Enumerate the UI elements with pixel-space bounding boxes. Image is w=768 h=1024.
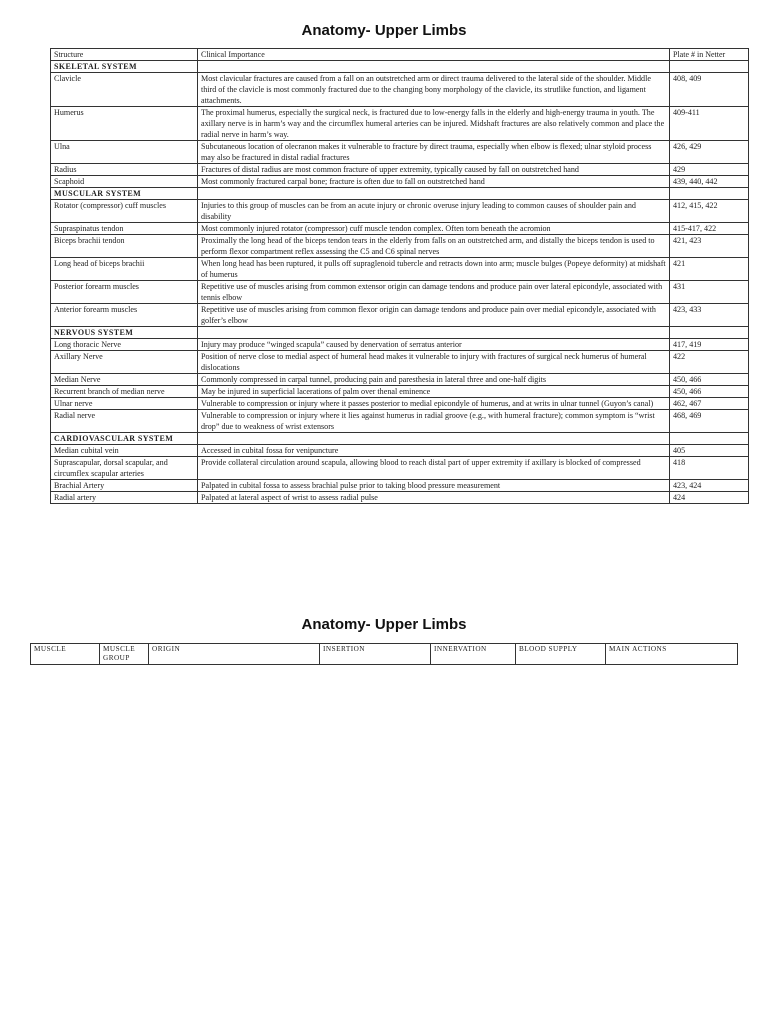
cell-clinical-importance: Position of nerve close to medial aspect of humeral head makes it vulnerable to injury with fractures of surgical neck humerus of humeral dislocations <box>198 351 670 374</box>
table-row <box>51 374 749 386</box>
header-origin: ORIGIN <box>149 644 320 665</box>
cell-clinical-importance: Subcutaneous location of olecranon makes it vulnerable to fracture by direct trauma, especially when elbow is flexed; ulnar styloid process may also be fractured in distal radial fractures <box>198 141 670 164</box>
header-main-actions: MAIN ACTIONS <box>606 644 738 665</box>
cell-clinical-importance: Repetitive use of muscles arising from common flexor origin can damage tendons and produce pain over medial epicondyle, associated with golfer’s elbow <box>198 304 670 327</box>
header-muscle: MUSCLE <box>31 644 100 665</box>
cell-structure: Humerus <box>51 107 198 141</box>
cell-structure: Biceps brachii tendon <box>51 235 198 258</box>
header-structure: Structure <box>51 49 198 61</box>
cell-clinical-importance: Proximally the long head of the biceps tendon tears in the elderly from falls on an outstretched arm, and distally the biceps tendon is used to perform flexor compartment reflex assessing the C5 and C6 spinal nerves <box>198 235 670 258</box>
cell-structure: Median Nerve <box>51 374 198 386</box>
table-row <box>51 480 749 492</box>
cell-plate-number: 418 <box>670 457 749 480</box>
cell-plate-number: 423, 424 <box>670 480 749 492</box>
cell-plate-number: 468, 469 <box>670 410 749 433</box>
cell-structure: Anterior forearm muscles <box>51 304 198 327</box>
cell-plate-number: 431 <box>670 281 749 304</box>
cell-clinical-importance: Most commonly fractured carpal bone; fracture is often due to fall on outstretched hand <box>198 176 670 188</box>
table-row <box>51 281 749 304</box>
header-clinical-importance: Clinical Importance <box>198 49 670 61</box>
table-row <box>51 223 749 235</box>
cell-plate-number: 421 <box>670 258 749 281</box>
table-row <box>51 141 749 164</box>
cell-structure: Ulna <box>51 141 198 164</box>
cell-clinical-importance: Fractures of distal radius are most common fracture of upper extremity, typically caused by fall on outstretched hand <box>198 164 670 176</box>
cell-structure: Radius <box>51 164 198 176</box>
header-blood-supply: BLOOD SUPPLY <box>516 644 606 665</box>
table-row <box>51 445 749 457</box>
cell-plate-number: 450, 466 <box>670 374 749 386</box>
second-page-title: Anatomy- Upper Limbs <box>301 616 467 633</box>
table-row <box>51 235 749 258</box>
cell-structure: Median cubital vein <box>51 445 198 457</box>
table-row <box>51 258 749 281</box>
section-header-row <box>51 433 749 445</box>
clinical-table-body <box>51 49 749 504</box>
section-title: SKELETAL SYSTEM <box>51 61 198 73</box>
cell-plate-number: 417, 419 <box>670 339 749 351</box>
page-title: Anatomy- Upper Limbs <box>301 22 467 39</box>
table-row <box>51 304 749 327</box>
section-header-row <box>51 188 749 200</box>
cell-clinical-importance: Palpated at lateral aspect of wrist to assess radial pulse <box>198 492 670 504</box>
cell-structure: Supraspinatus tendon <box>51 223 198 235</box>
cell-clinical-importance: The proximal humerus, especially the surgical neck, is fractured due to low-energy falls in the elderly and high-energy trauma in youth. The axillary nerve is in harm’s way and the circumflex humeral arteries can be injured. Midshaft fractures are also relatively common and place the radial nerve in harm’s way. <box>198 107 670 141</box>
cell-plate-number: 421, 423 <box>670 235 749 258</box>
cell-clinical-importance: Repetitive use of muscles arising from common extensor origin can damage tendons and produce pain over lateral epicondyle, associated with tennis elbow <box>198 281 670 304</box>
cell-plate-number: 462, 467 <box>670 398 749 410</box>
cell-plate-number: 439, 440, 442 <box>670 176 749 188</box>
cell-structure: Radial artery <box>51 492 198 504</box>
cell-clinical-importance: When long head has been ruptured, it pulls off supraglenoid tubercle and retracts down into arm; muscle bulges (Popeye deformity) at midshaft of humerus <box>198 258 670 281</box>
cell-plate-number: 424 <box>670 492 749 504</box>
section-header-row <box>51 327 749 339</box>
cell-plate-number: 429 <box>670 164 749 176</box>
header-plate-number: Plate # in Netter <box>670 49 749 61</box>
empty-cell <box>670 433 749 445</box>
table-row <box>51 107 749 141</box>
cell-plate-number: 408, 409 <box>670 73 749 107</box>
table-row <box>51 410 749 433</box>
cell-plate-number: 405 <box>670 445 749 457</box>
cell-clinical-importance: Vulnerable to compression or injury where it passes posterior to medial epicondyle of humerus, and at writs in ulnar tunnel (Guyon’s canal) <box>198 398 670 410</box>
table-row <box>51 339 749 351</box>
cell-structure: Recurrent branch of median nerve <box>51 386 198 398</box>
cell-plate-number: 412, 415, 422 <box>670 200 749 223</box>
cell-clinical-importance: Palpated in cubital fossa to assess brachial pulse prior to taking blood pressure measurement <box>198 480 670 492</box>
table-header-row <box>51 49 749 61</box>
cell-plate-number: 422 <box>670 351 749 374</box>
muscle-table <box>30 643 738 665</box>
table-row <box>51 386 749 398</box>
cell-structure: Suprascapular, dorsal scapular, and circumflex scapular arteries <box>51 457 198 480</box>
cell-structure: Clavicle <box>51 73 198 107</box>
empty-cell <box>198 188 670 200</box>
cell-clinical-importance: Injuries to this group of muscles can be from an acute injury or chronic overuse injury leading to common causes of shoulder pain and disability <box>198 200 670 223</box>
cell-clinical-importance: Most clavicular fractures are caused from a fall on an outstretched arm or direct trauma delivered to the lateral side of the shoulder. Middle third of the clavicle is most commonly fractured due to the changing bony morphology of the clavicle, its strutlike function, and ligament attachments. <box>198 73 670 107</box>
cell-plate-number: 423, 433 <box>670 304 749 327</box>
header-innervation: INNERVATION <box>431 644 516 665</box>
table-row <box>51 200 749 223</box>
empty-cell <box>198 327 670 339</box>
section-title: MUSCULAR SYSTEM <box>51 188 198 200</box>
cell-clinical-importance: Commonly compressed in carpal tunnel, producing pain and paresthesia in lateral three and one-half digits <box>198 374 670 386</box>
cell-structure: Axillary Nerve <box>51 351 198 374</box>
cell-structure: Scaphoid <box>51 176 198 188</box>
clinical-importance-table <box>50 48 749 504</box>
empty-cell <box>670 327 749 339</box>
cell-clinical-importance: May be injured in superficial lacerations of palm over thenal eminence <box>198 386 670 398</box>
cell-clinical-importance: Provide collateral circulation around scapula, allowing blood to reach distal part of upper extremity if axillary is blocked of compressed <box>198 457 670 480</box>
table-row <box>51 457 749 480</box>
empty-cell <box>670 61 749 73</box>
cell-clinical-importance: Vulnerable to compression or injury where it lies against humerus in radial groove (e.g., with humeral fracture); common symptom is “wrist drop” due to weakness of wrist extensors <box>198 410 670 433</box>
section-header-row <box>51 61 749 73</box>
table-row <box>51 176 749 188</box>
table-row <box>51 398 749 410</box>
table-row <box>51 351 749 374</box>
cell-clinical-importance: Accessed in cubital fossa for venipuncture <box>198 445 670 457</box>
cell-clinical-importance: Injury may produce “winged scapula” caused by denervation of serratus anterior <box>198 339 670 351</box>
cell-plate-number: 450, 466 <box>670 386 749 398</box>
cell-plate-number: 409-411 <box>670 107 749 141</box>
section-title: NERVOUS SYSTEM <box>51 327 198 339</box>
cell-structure: Rotator (compressor) cuff muscles <box>51 200 198 223</box>
cell-structure: Brachial Artery <box>51 480 198 492</box>
empty-cell <box>670 188 749 200</box>
cell-plate-number: 415-417, 422 <box>670 223 749 235</box>
muscle-table-header-row <box>31 644 738 665</box>
cell-clinical-importance: Most commonly injured rotator (compressor) cuff muscle tendon complex. Often torn beneath the acromion <box>198 223 670 235</box>
table-row <box>51 73 749 107</box>
table-row <box>51 492 749 504</box>
cell-structure: Long thoracic Nerve <box>51 339 198 351</box>
cell-plate-number: 426, 429 <box>670 141 749 164</box>
table-row <box>51 164 749 176</box>
empty-cell <box>198 61 670 73</box>
header-insertion: INSERTION <box>320 644 431 665</box>
cell-structure: Ulnar nerve <box>51 398 198 410</box>
empty-cell <box>198 433 670 445</box>
section-title: CARDIOVASCULAR SYSTEM <box>51 433 198 445</box>
header-muscle-group: MUSCLE GROUP <box>100 644 149 665</box>
cell-structure: Posterior forearm muscles <box>51 281 198 304</box>
cell-structure: Long head of biceps brachii <box>51 258 198 281</box>
cell-structure: Radial nerve <box>51 410 198 433</box>
